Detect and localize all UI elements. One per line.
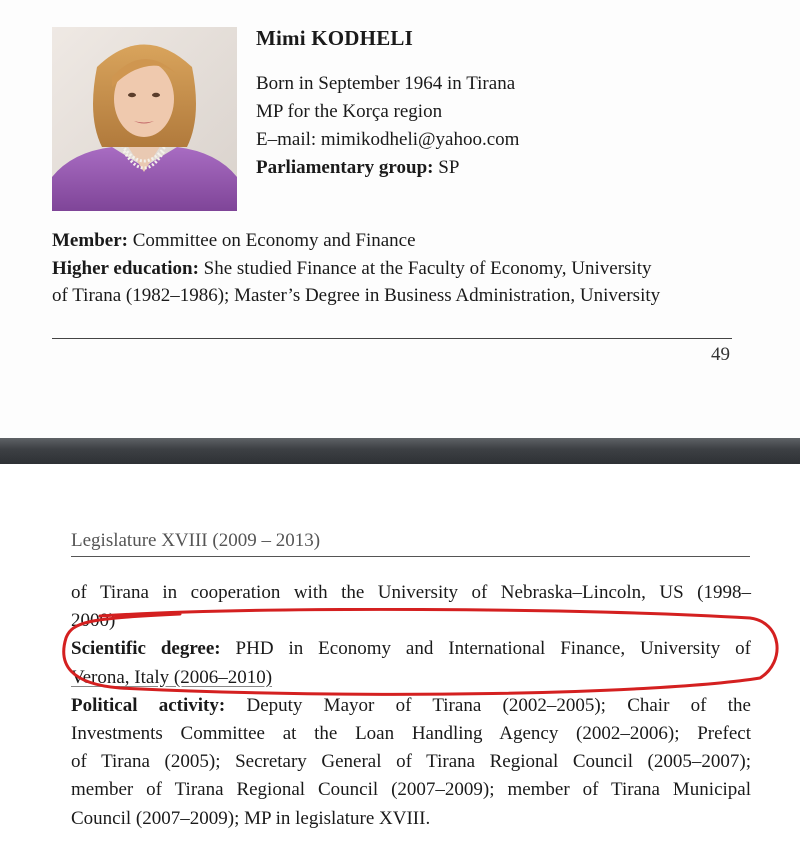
education-continued-1: of Tirana in cooperation with the University of Nebraska–Lincoln, US (1998–	[71, 582, 751, 603]
education-label: Higher education:	[52, 257, 199, 279]
scientific-degree-label: Scientific degree:	[71, 638, 221, 660]
mp-region: MP for the Korça region	[256, 101, 443, 122]
birth-info: Born in September 1964 in Tirana	[256, 73, 516, 94]
scientific-degree-line-1	[71, 635, 751, 663]
political-activity-line-2: Investments Committee at the Loan Handling Agency (2002–2006); Prefect	[71, 723, 751, 745]
member-value: Committee on Economy and Finance	[127, 230, 416, 251]
member-label: Member:	[52, 230, 128, 251]
committee-membership	[52, 227, 742, 255]
parliamentary-group-label: Parliamentary group:	[256, 157, 434, 178]
parliamentary-group-value: SP	[433, 157, 460, 178]
committee-education-block	[52, 227, 742, 310]
education-continued-2: 2000)	[71, 610, 116, 632]
email-info: E–mail: mimikodheli@yahoo.com	[256, 129, 520, 150]
portrait-photo	[52, 27, 237, 211]
education-text-1: She studied Finance at the Faculty of Economy, University	[198, 257, 652, 279]
person-name: Mimi KODHELI	[256, 26, 413, 50]
profile-info	[256, 70, 519, 182]
scientific-degree-text-1: PHD in Economy and International Finance, University of	[220, 638, 751, 660]
scientific-degree-line-2	[71, 664, 751, 692]
page-number: 49	[711, 344, 730, 365]
political-activity-line-4: member of Tirana Regional Council (2007–2009); member of Tirana Municipal	[71, 779, 751, 801]
biography-continued	[71, 579, 751, 833]
footer-rule	[52, 338, 732, 339]
scientific-degree-text-2: Verona, Italy (2006–2010)	[71, 666, 273, 688]
political-activity-line-3: of Tirana (2005); Secretary General of Tirana Regional Council (2005–2007);	[71, 751, 751, 773]
political-activity-line-1	[71, 692, 751, 720]
page-separator	[0, 438, 800, 466]
political-activity-label: Political activity:	[71, 694, 226, 716]
running-header: Legislature XVIII (2009 – 2013)	[71, 530, 321, 551]
political-activity-line-5: Council (2007–2009); MP in legislature XVIII.	[71, 807, 431, 829]
header-rule	[71, 556, 750, 557]
education-line-2: of Tirana (1982–1986); Master’s Degree in Business Administration, University	[52, 285, 661, 306]
political-activity-text-1: Deputy Mayor of Tirana (2002–2005); Chair of the	[225, 694, 751, 716]
education-line-1	[52, 255, 742, 283]
parliamentary-group	[256, 154, 519, 182]
